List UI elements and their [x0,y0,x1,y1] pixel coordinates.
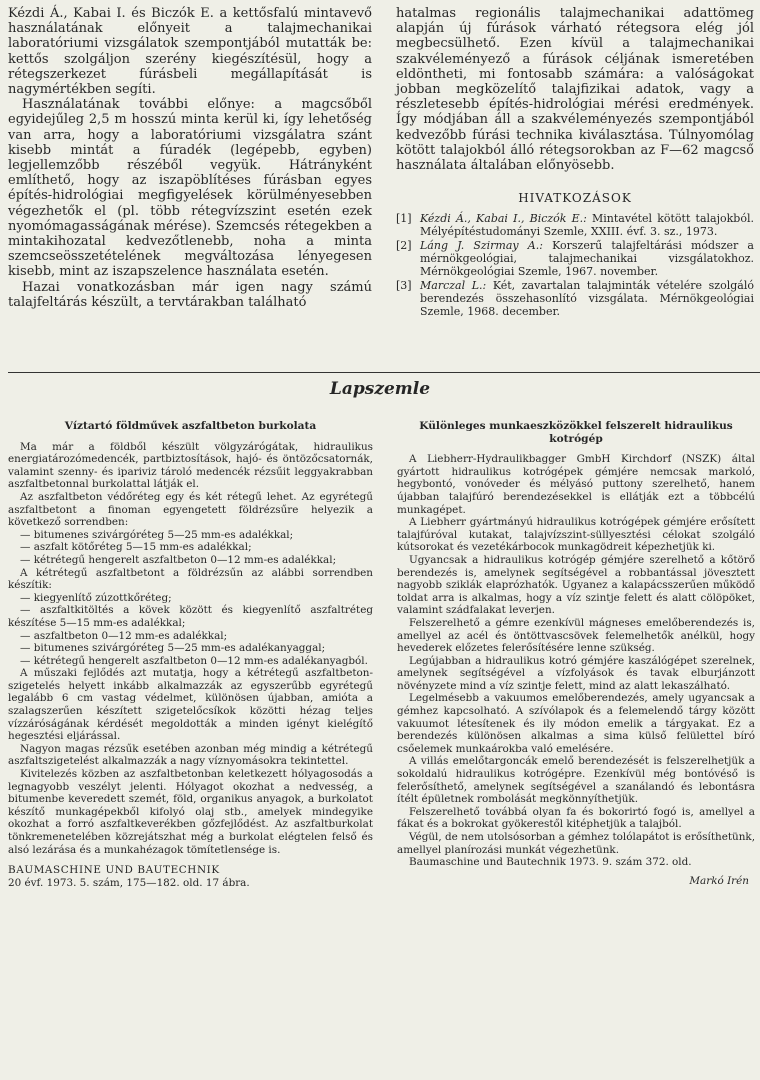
article-title: Víztartó földművek aszfaltbeton burkolata [64,420,317,432]
left-article [8,420,373,889]
reference-item [396,279,754,318]
paragraph: Használatának további előnye: a magcsőből egyidejűleg 2,5 m hosszú minta kerül ki, így lehetőség van arra, hogy a laboratóriumi vizsgálatra szánt kisebb mintát a fúradék (legépebb, egyben) legjellemzőbb részéből vegyük. Hátrányként említhető, hogy az iszapöblítéses fúrásban egyes építés-hidrológiai megfigyelések körülményesebben végezhetők el (pl. több rétegvízszint esetén ezek nyomómagasságának mérése). Szemcsés rétegekben a mintakihozatal kedvezőtlenebb, noha a minta szemcseösszetételének megváltozása lényegesen kisebb, mint az iszapszelence használata esetén. [8,97,372,280]
top-right-column [396,6,754,319]
article-title: Különleges munkaeszközökkel felszerelt hidraulikus kotrógép [419,420,733,445]
paragraph: Felszerelhető a gémre ezenkívül mágneses emelőberendezés is, amellyel az acél és öntöttvascsövek felemelhetők anélkül, hogy hevederek előzetes felerősítésére lenne szükség. [397,616,755,655]
paragraph: Ma már a földből készült völgyzárógátak, hidraulikus energiatározómedencék, partbiztosítások, hajó- és öntözőcsatornák, valamint szenny- és ipariviz tároló medencék rézsűit leggyakrabban aszfaltbetonnal burkolattal látják el. [8,440,373,491]
paragraph: Végül, de nem utolsósorban a gémhez tolólapátot is erősíthetünk, amellyel planírozási munkát végezhetünk. [397,831,755,856]
reference-number: [1] [396,212,412,226]
list-item: — aszfaltbeton 0—12 mm-es adalékkal; [20,629,228,642]
right-article [397,420,755,887]
list-item: — aszfaltkitöltés a kövek között és kiegyenlítő aszfaltréteg készítése 5—15 mm-es adalékkal; [8,604,373,629]
paragraph: Az aszfaltbeton védőréteg egy és két rétegű lehet. Az egyrétegű aszfaltbetont a finoman egyengetett földrézsűre helyezik a következő sorrendben: [8,490,373,529]
reference-list [396,212,754,318]
paragraph: A villás emelőtargoncák emelő berendezését is felszerelhetjük a sokoldalú hidraulikus kotrógépre. Ezenkívül még bontóvéső is felerősíthető, amelynek segítségével a szanálandó és lebontásra ítélt épületnek rombolását megkönnyíthetjük. [397,755,755,806]
list-item: — bitumenes szivárgóréteg 5—25 mm-es adalékanyaggal; [20,642,326,655]
references-heading: HIVATKOZÁSOK [518,191,632,206]
article-author: Markó Irén [689,874,749,887]
list-item: — aszfalt kötőréteg 5—15 mm-es adalékkal; [20,541,252,554]
list-item: — bitumenes szivárgóréteg 5—25 mm-es adalékkal; [20,528,294,541]
paragraph: Nagyon magas rézsűk esetében azonban még mindig a kétrétegű aszfaltszigetelést alkalmazzák a nagy víznyomásokra tekintettel. [8,742,373,768]
reference-number: [3] [396,279,412,293]
paragraph: Hazai vonatkozásban már igen nagy számú talajfeltárás készült, a tervtárakban található [8,279,372,310]
paragraph: Kivitelezés közben az aszfaltbetonban keletkezett hólyagosodás a legnagyobb veszélyt jelenti. Hólyagot okozhat a nedvesség, a bitumenbe keveredett szemét, föld, organikus anyagok, a burkolatot készítő munkagépekből kifolyó olaj stb., amelyek mindegyike okozhat a forró aszfaltkeverékben gőzfejlődést. Az aszfaltburkolat tönkremenetelében közrejátszhat még a burkolat elégtelen felső és alsó lezárása és a munkahézagok tömítetlensége is. [8,768,373,856]
section-title: Lapszemle [329,379,431,399]
top-left-column [8,6,372,310]
reference-text: Korszerű talajfeltárási módszer a mérnökgeológiai, talajmechanikai vizsgálatokhoz. Mérnökgeológiai Szemle, 1967. november. [420,239,754,279]
paragraph: Legújabban a hidraulikus kotró gémjére kaszálógépet szerelnek, amelynek segítségével a vízfolyások és tavak elburjánzott növényzete mind a víz szintje felett, mind az alatt lekaszálható. [397,654,755,692]
section-divider [8,372,760,373]
paragraph: hatalmas regionális talajmechanikai adattömeg alapján új fúrások várható rétegsora elég jól megbecsülhető. Ezen kívül a talajmechanikai szakvéleményező a fúrások céljának ismeretében eldöntheti, mi fontosabb számára: a valóságokat jobban megközelítő talajfizikai adatok, vagy a részletesebb építés-hidrológiai mérési eredmények. Így módjában áll a szakvéleményezés szempontjából kedvezőbb fúrási technika kiválasztása. Túlnyomólag kötött talajokból álló rétegsorokban az F—62 magcső használata általában előnyösebb. [396,6,754,174]
paragraph: A kétrétegű aszfaltbetont a földrézsűn az alábbi sorrendben készítik: [8,566,373,592]
source-publication: BAUMASCHINE UND BAUTECHNIK [8,864,220,877]
list-item: — kétrétegű hengerelt aszfaltbeton 0—12 mm-es adalékkal; [20,553,337,566]
reference-item [396,212,754,238]
paragraph: A műszaki fejlődés azt mutatja, hogy a kétrétegű aszfaltbeton-szigetelés helyett inkább alkalmazzák az egyszerűbb egyrétegű legalább 6 cm vastag védelmet, különösen újabban, amióta a szalagszerűen készített szigetelőcsíkok közötti hézag teljes vízzáróságának kérdését megoldották a minden igényt kielégítő hegesztési eljárással. [8,667,373,743]
paragraph: Ugyancsak a hidraulikus kotrógép gémjére szerelhető a kőtörő berendezés is, amelynek segítségével a robbantással jövesztett nagyobb sziklák elaprózhatók. Ugyanez a kalapácsszerűen működő toldat arra is alkalmas, hogy a víz szintje felett és alatt cölöpöket, valamint szádfalakat leverjen. [397,553,755,617]
paragraph: Felszerelhető továbbá olyan fa és bokorirtó fogó is, amellyel a fákat és a bokrokat gyökerestől kitéphetjük a talajból. [397,805,755,831]
reference-authors: Láng J. Szirmay A.: [420,239,543,253]
reference-number: [2] [396,239,412,253]
reference-authors: Marczal L.: [420,279,487,293]
paragraph: Legelmésebb a vakuumos emelőberendezés, amely ugyancsak a gémhez kapcsolható. A szívólapok és a felemelendő tárgy között vakuumot létesítenek és ily módon emelik a tárgyakat. Ez a berendezés különösen alkalmas a sima külső felülettel bíró csőelemek munkaárokba való emelésére. [397,692,755,755]
layer-list [8,529,373,567]
layer-list [8,592,373,668]
reference-authors: Kézdi Á., Kabai I., Biczók E.: [420,212,587,226]
paragraph: A Liebherr-Hydraulikbagger GmbH Kirchdorf (NSZK) által gyártott hidraulikus kotrógépek gémjére nemcsak markoló, hegybontó, vonóveder és mélyásó puttony szerelhető, hanem újabban talajfúró berendezésekkel is ellátják ezt a többcélú munkagépet. [397,453,755,516]
list-item: — kiegyenlítő zúzottkőréteg; [20,591,172,604]
reference-text: Mintavétel kötött talajokból. Mélyépítéstudományi Szemle, XXIII. évf. 3. sz., 1973. [420,212,754,239]
reference-item [396,239,754,278]
list-item: — kétrétegű hengerelt aszfaltbeton 0—12 mm-es adalékanyagból. [20,654,368,667]
source-reference: 20 évf. 1973. 5. szám, 175—182. old. 17 ábra. [8,876,250,889]
article-source [8,864,373,889]
paragraph: A Liebherr gyártmányú hidraulikus kotrógépek gémjére erősített talajfúróval kutakat, talajvízszint-süllyesztési célokat szolgáló kútsorokat és vezetékárbocok munkagödreit képezhetjük ki. [397,516,755,554]
article-source: Baumaschine und Bautechnik 1973. 9. szám 372. old. [409,856,692,869]
reference-text: Két, zavartalan talajminták vételére szolgáló berendezés összehasonlító vizsgálata. Mérnökgeológiai Szemle, 1968. december. [420,279,754,319]
paragraph: Kézdi Á., Kabai I. és Biczók E. a kettősfalú mintavevő használatának előnyeit a talajmechanikai laboratóriumi vizsgálatok szempontjából mutatták be: kettős szolgáljon szerény kiegészítésül, hogy a rétegszerkezet fúrásbeli megállapítását is nagymértékben segíti. [8,6,372,98]
